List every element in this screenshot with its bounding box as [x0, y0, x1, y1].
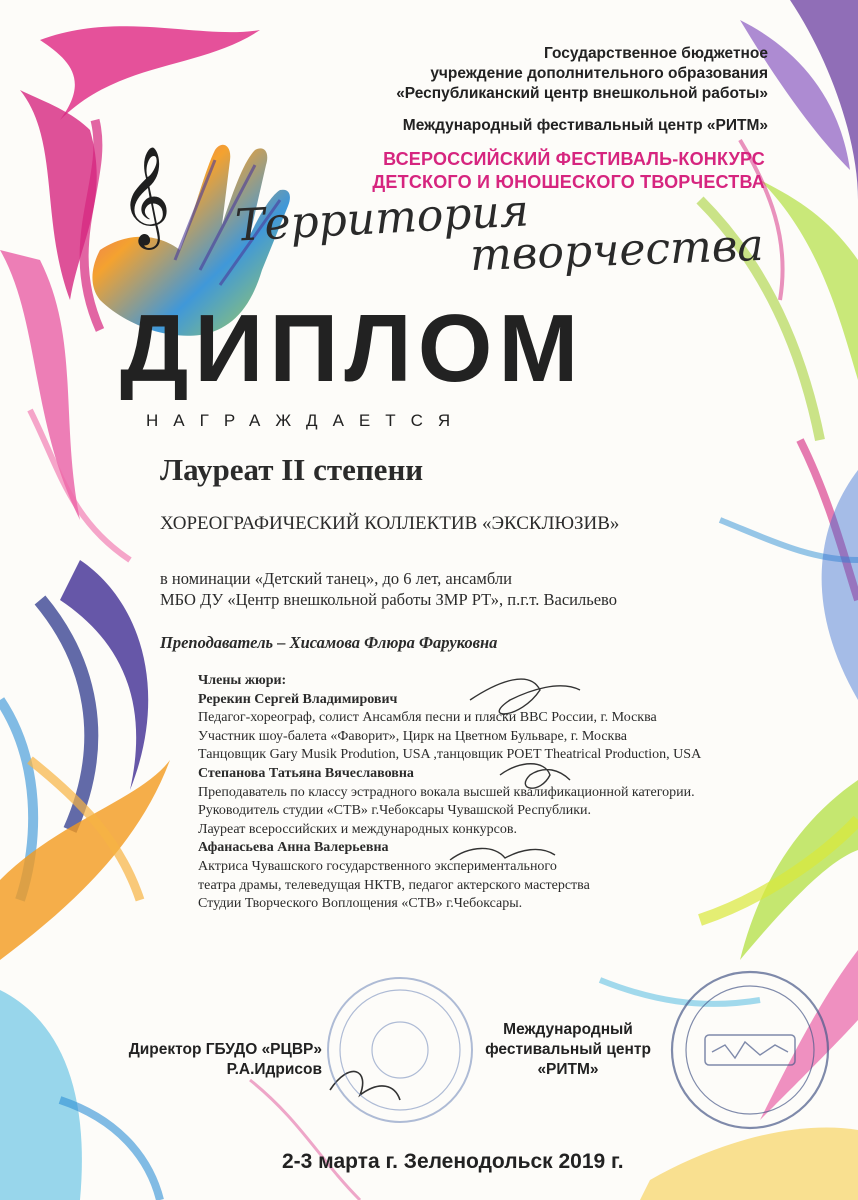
- center-line-3: «РИТМ»: [537, 1061, 599, 1078]
- jury-member-line: Педагог-хореограф, солист Ансамбля песни и пляски ВВС России, г. Москва: [198, 710, 657, 726]
- director-signature-block: [112, 1040, 322, 1080]
- festival-name-word-2: творчества: [469, 219, 765, 282]
- festival-center-name: Международный фестивальный центр «РИТМ»: [402, 117, 768, 134]
- jury-heading: Члены жюри:: [198, 673, 287, 688]
- svg-text:𝄞: 𝄞: [120, 146, 171, 246]
- nomination-line-1: в номинации «Детский танец», до 6 лет, ансамбли: [160, 569, 512, 588]
- jury-member-line: Участник шоу-балета «Фаворит», Цирк на Цветном Бульваре, г. Москва: [198, 728, 627, 744]
- teacher-name: Преподаватель – Хисамова Флюра Фаруковна: [160, 633, 498, 652]
- jury-member-line: Руководитель студии «СТВ» г.Чебоксары Чувашской Республики.: [198, 803, 592, 819]
- diploma-title: ДИПЛОМ: [120, 295, 585, 402]
- jury-member-line: театра драмы, телеведущая НКТВ, педагог актерского мастерства: [198, 877, 590, 893]
- jury-member-line: Лауреат всероссийских и международных конкурсов.: [198, 821, 517, 837]
- org-line-3: «Республиканский центр внешкольной работы»: [396, 85, 768, 102]
- jury-member-name: Афанасьева Анна Валерьевна: [198, 840, 389, 856]
- center-line-2: фестивальный центр: [485, 1041, 651, 1058]
- jury-member-name: Степанова Татьяна Вячеславовна: [198, 765, 414, 781]
- laureate-degree: Лауреат II степени: [160, 452, 424, 487]
- org-line-2: учреждение дополнительного образования: [430, 65, 768, 82]
- jury-member-line: Танцовщик Gary Musik Prodution, USA ,танцовщик POET Theatrical Production, USA: [198, 747, 702, 763]
- jury-member-line: Актриса Чувашского государственного экспериментального: [198, 858, 557, 874]
- director-title: Директор ГБУДО «РЦВР»: [128, 1041, 322, 1058]
- event-date: 2-3 марта г. Зеленодольск 2019 г.: [282, 1150, 624, 1173]
- festival-center-signature-block: [478, 1020, 658, 1080]
- jury-member-line: Студии Творческого Воплощения «СТВ» г.Чебоксары.: [198, 896, 523, 912]
- nomination-line-2: МБО ДУ «Центр внешкольной работы ЗМР РТ», п.г.т. Васильево: [160, 590, 617, 609]
- festival-name-word-1: Территория: [233, 185, 531, 252]
- org-line-1: Государственное бюджетное: [543, 45, 768, 62]
- festival-line-2: ДЕТСКОГО И ЮНОШЕСКОГО ТВОРЧЕСТВА: [372, 172, 765, 192]
- jury-member-line: Преподаватель по классу эстрадного вокала высшей квалификационной категории.: [198, 784, 695, 800]
- center-line-1: Международный: [503, 1021, 633, 1038]
- festival-line-1: ВСЕРОССИЙСКИЙ ФЕСТИВАЛЬ-КОНКУРС: [383, 149, 765, 169]
- awarded-label: НАГРАЖДАЕТСЯ: [146, 411, 466, 430]
- collective-name: ХОРЕОГРАФИЧЕСКИЙ КОЛЛЕКТИВ «ЭКСКЛЮЗИВ»: [160, 513, 620, 534]
- jury-member-name: Ререкин Сергей Владимирович: [198, 691, 398, 707]
- director-name: Р.А.Идрисов: [226, 1061, 322, 1078]
